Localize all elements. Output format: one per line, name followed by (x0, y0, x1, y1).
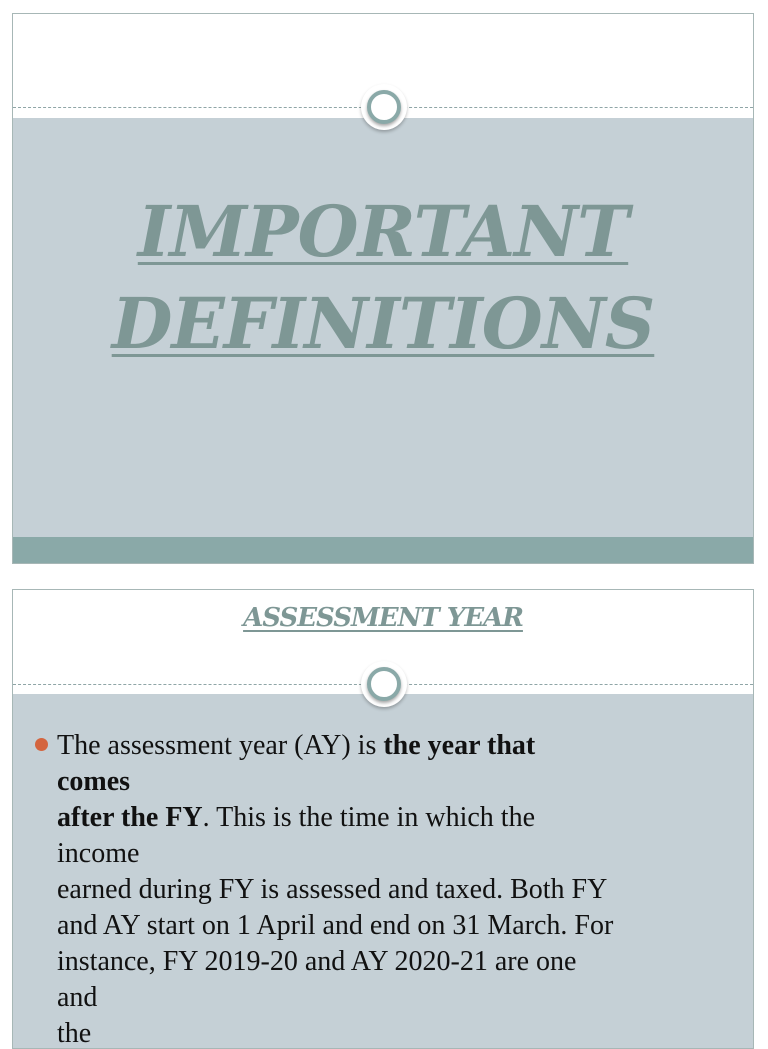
slide-title: ASSESSMENT YEAR (243, 603, 523, 633)
bullet-dot-icon (35, 738, 48, 751)
bullet-line-6: and AY start on 1 April and end on 31 March. For (57, 910, 614, 941)
text-run: . This is the time in which the (202, 802, 535, 833)
bold-run: the year that (383, 730, 536, 761)
slide-footer-bar (13, 537, 753, 563)
bullet-line-4: income (57, 838, 140, 869)
ring-connector-icon (367, 90, 401, 124)
bullet-line-9: the (57, 1018, 92, 1049)
bold-run: comes (57, 766, 131, 797)
bullet-line-7: instance, FY 2019-20 and AY 2020-21 are one (57, 946, 577, 977)
slide-important-definitions (12, 13, 754, 564)
bullet-line-1 (57, 728, 729, 764)
bullet-line-2 (57, 764, 729, 800)
slide-assessment-year (12, 589, 754, 1049)
bullet-text (57, 728, 729, 1049)
bullet-line-8: and (57, 982, 98, 1013)
ring-connector-icon (367, 667, 401, 701)
bullet-line-3 (57, 800, 729, 836)
text-run: The assessment year (AY) is (57, 730, 384, 761)
slide-title-line-2: DEFINITIONS (111, 282, 655, 365)
bold-run: after the FY (57, 802, 203, 833)
bullet-line-5: earned during FY is assessed and taxed. Both FY (57, 874, 608, 905)
slide-title (13, 186, 753, 370)
slide-title-line-1: IMPORTANT (137, 190, 629, 273)
